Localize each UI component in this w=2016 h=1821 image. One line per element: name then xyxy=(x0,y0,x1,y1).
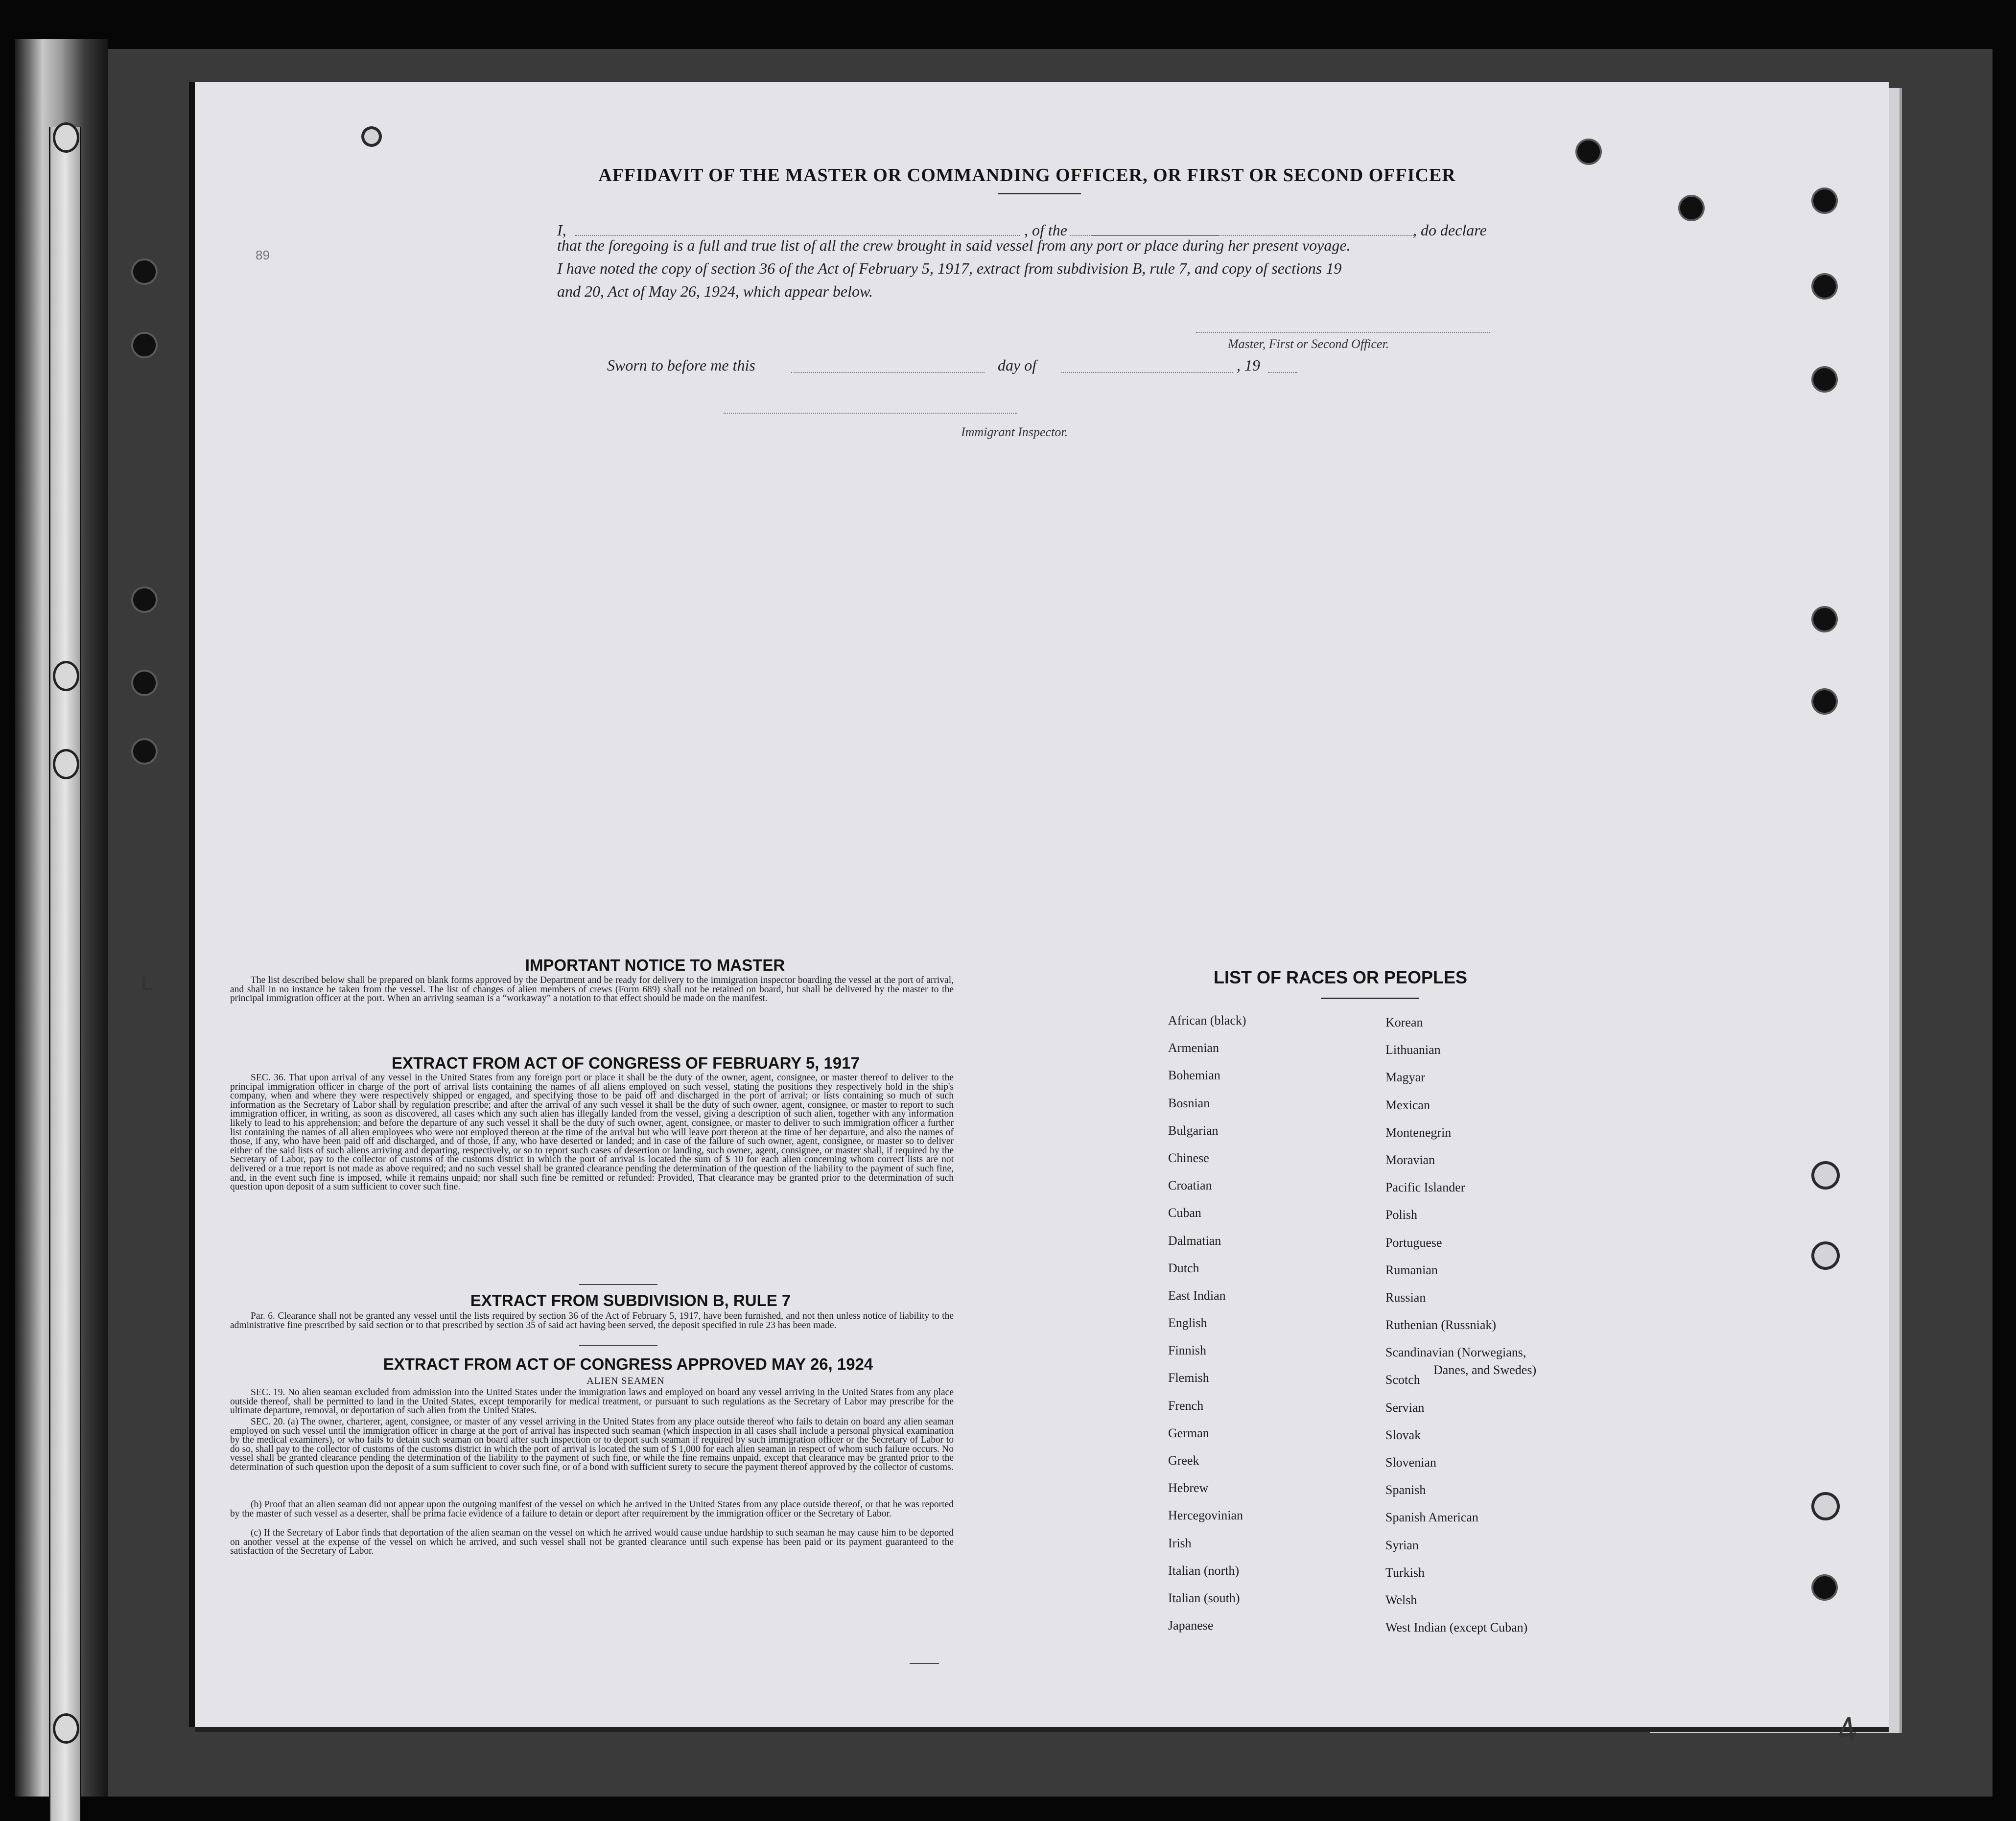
punch-hole xyxy=(131,738,158,765)
race-item: Servian xyxy=(1385,1400,1425,1415)
affidavit-title: AFFIDAVIT OF THE MASTER OR COMMANDING OFFICER, OR FIRST OR SECOND OFFICER xyxy=(598,165,1456,186)
extract-1917-body: SEC. 36. That upon arrival of any vessel in the United States from any foreign port or place it shall be the duty of the owner, agent, consignee, or master thereof to deliver to the principal immigration officer in charge of the port of arrival lists containing the names of all aliens employed on such vessel, stating the positions they respectively hold in the ship's company, when and where they were respectively shipped or engaged, and specifying those to be paid off and discharged in the port of arrival; or lists containing so much of such information as the Secretary of Labor shall by regulation prescribe; and after the arrival of any such vessel it shall be the duty of such owner, agent, consignee, or master to report to such immigration officer, in writing, as soon as discovered, all cases which any such alien has illegally landed from the vessel, giving a description of such alien, together with any information likely to lead to his apprehension; and before the departure of any such vessel it shall be the duty of such owner, agent, consignee, or master to deliver to such immigration officer a further list containing the names of all alien employees who were not employed thereon at the time of the arrival but who will leave port thereon at the time of her departure, and also the names of those, if any, who have been paid off and discharged, and of those, if any, who have deserted or landed; and in case of the failure of such owner, agent, consignee, or master so to deliver either of the said lists of such aliens arriving and departing, respectively, or so to report such cases of desertion or landing, such owner, agent, consignee, or master shall, if required by the Secretary of Labor, pay to the collector of customs of the customs district in which the port of arrival is located the sum of $ 10 for each alien concerning whom correct lists are not delivered or a true report is not made as above required; and no such vessel shall be granted clearance pending the determination of the question of the liability to the payment of such fine, and, in the event such fine is imposed, while it remains unpaid; nor shall such fine be remitted or refunded: Provided, That clearance may be granted prior to the determination of such question upon deposit of a sum sufficient to cover such fine. xyxy=(230,1073,954,1192)
race-item: Hercegovinian xyxy=(1168,1508,1243,1523)
divider xyxy=(579,1345,657,1346)
race-item: Moravian xyxy=(1385,1152,1435,1167)
race-item: Slovak xyxy=(1385,1427,1421,1442)
binder-ring xyxy=(53,749,79,779)
sworn-month-line[interactable] xyxy=(1061,372,1233,373)
divider xyxy=(998,193,1081,194)
race-item: Rumanian xyxy=(1385,1262,1438,1277)
race-item: Irish xyxy=(1168,1536,1192,1550)
race-item: East Indian xyxy=(1168,1288,1226,1303)
divider xyxy=(1321,998,1419,999)
inspector-caption: Immigrant Inspector. xyxy=(961,425,1068,439)
race-item: Flemish xyxy=(1168,1371,1209,1385)
sec19-body: SEC. 19. No alien seaman excluded from admission into the United States under the immigration laws and employed on board any vessel arriving in the United States from any place outside thereof, shall be permitted to land in the United States, except temporarily for medical treatment, or pursuant to such regulations as the Secretary of Labor may prescribe for the ultimate departure, removal, or deportation of such alien from the United States. xyxy=(230,1387,954,1416)
punch-hole xyxy=(1811,1161,1840,1190)
punch-hole xyxy=(1811,606,1838,632)
race-item: Dutch xyxy=(1168,1261,1199,1275)
races-title: LIST OF RACES OR PEOPLES xyxy=(1213,967,1468,987)
sworn-text: Sworn to before me this xyxy=(607,356,755,374)
extract-rule7-title: EXTRACT FROM SUBDIVISION B, RULE 7 xyxy=(470,1291,791,1309)
punch-hole xyxy=(131,586,158,613)
binder-ring xyxy=(53,122,79,153)
race-item: Ruthenian (Russniak) xyxy=(1385,1318,1497,1332)
affidavit-body: that the foregoing is a full and true list of all the crew brought in said vessel from any port or place during her present voyage. I have noted the copy of section 36 of the Act of February 5, 1917, extract from subdivision B, rule 7, and copy of sections 19 and 20, Act of May 26, 1924, which appear below. xyxy=(557,236,1351,300)
race-item: Chinese xyxy=(1168,1150,1209,1165)
binder-strip xyxy=(49,127,81,1821)
race-item: Scotch xyxy=(1385,1373,1420,1387)
race-item: Lithuanian xyxy=(1385,1043,1441,1057)
race-item: Armenian xyxy=(1168,1041,1219,1055)
extract-1917-title: EXTRACT FROM ACT OF CONGRESS OF FEBRUARY 5, 1917 xyxy=(392,1054,860,1072)
races-left-column xyxy=(1168,1013,1246,1646)
document-page xyxy=(141,82,1889,1750)
day-of-text: day of xyxy=(998,356,1037,374)
punch-hole xyxy=(1811,366,1838,393)
race-item: Magyar xyxy=(1385,1070,1425,1085)
race-item: Spanish American xyxy=(1385,1510,1478,1525)
race-item: Italian (north) xyxy=(1168,1563,1240,1578)
race-item: Portuguese xyxy=(1385,1235,1442,1250)
sworn-year-line[interactable] xyxy=(1268,372,1297,373)
race-item: German xyxy=(1168,1425,1209,1440)
punch-hole xyxy=(131,258,158,285)
race-item: Croatian xyxy=(1168,1178,1212,1193)
race-item: Scandinavian (Norwegians, xyxy=(1385,1345,1526,1360)
affidavit-declare: , do declare xyxy=(1413,221,1487,239)
affidavit-i: I, xyxy=(557,221,566,239)
punch-hole xyxy=(1811,187,1838,214)
punch-hole xyxy=(1678,195,1705,221)
divider xyxy=(910,1663,939,1664)
punch-hole xyxy=(1811,273,1838,300)
race-item: Russian xyxy=(1385,1290,1426,1305)
race-item: Polish xyxy=(1385,1208,1418,1222)
race-item: Turkish xyxy=(1385,1565,1425,1580)
race-item: Welsh xyxy=(1385,1592,1417,1607)
race-item: Syrian xyxy=(1385,1538,1419,1552)
race-item: Mexican xyxy=(1385,1097,1430,1112)
sec20b-body: (b) Proof that an alien seaman did not appear upon the outgoing manifest of the vessel on which he arrived in the United States from any place outside thereof, or that he was reported by the master of such vessel as a deserter, shall be prima facie evidence of a failure to detain or deport after requirement by the immigration officer or the Secretary of Labor. xyxy=(230,1499,954,1519)
punch-hole xyxy=(1811,1492,1840,1520)
race-item: Greek xyxy=(1168,1453,1199,1468)
year-prefix: , 19 xyxy=(1237,356,1260,374)
binder-ring xyxy=(53,661,79,691)
race-item: Dalmatian xyxy=(1168,1233,1221,1248)
race-item-continued: Danes, and Swedes) xyxy=(1433,1363,1537,1377)
sec20a-body: SEC. 20. (a) The owner, charterer, agent, consignee, or master of any vessel arriving in the United States from any place outside thereof who fails to detain on board any alien seaman employed on such vessel until the immigration officer in charge at the port of arrival has inspected such seaman (which inspection in all cases shall include a personal physical examination by the medical examiners), or who fails to detain such seaman on board after such inspection or to deport such seaman if required by such immigration officer or the Secretary of Labor to do so, shall pay to the collector of customs of the customs district in which the port of arrival is located the sum of $ 1,000 for each alien seaman in respect of whom such failure occurs. No vessel shall be granted clearance pending the determination of the liability to the payment of such fine, or while the fine remains unpaid, except that clearance may be granted prior to the determination of such question upon the deposit of a sum sufficient to cover such fine, or of a bond with sufficient surety to secure the payment thereof approved by the collector of customs. xyxy=(230,1417,954,1472)
master-caption: Master, First or Second Officer. xyxy=(1228,337,1389,351)
sworn-day-line[interactable] xyxy=(791,372,985,373)
race-item: English xyxy=(1168,1316,1207,1331)
punch-hole xyxy=(1811,1574,1838,1601)
page-mark: 89 xyxy=(256,248,270,262)
race-item: Korean xyxy=(1385,1015,1423,1029)
races-right-column xyxy=(1385,1015,1527,1648)
race-item: Montenegrin xyxy=(1385,1125,1452,1140)
master-signature-line[interactable] xyxy=(1196,332,1490,333)
race-item: Italian (south) xyxy=(1168,1590,1240,1605)
notice-title: IMPORTANT NOTICE TO MASTER xyxy=(525,956,785,974)
notice-body: The list described below shall be prepared on blank forms approved by the Department and be ready for delivery to the immigration inspector boarding the vessel at the port of arrival, and shall in no instance be taken from the vessel. The list of changes of alien members of crews (Form 689) shall not be retained on board, but shall be delivered by the master to the principal immigration officer at the port. When an arriving seaman is a “workaway” a notation to that effect should be made on the manifest. xyxy=(230,975,954,1004)
race-item: Cuban xyxy=(1168,1206,1201,1220)
extract-1924-title: EXTRACT FROM ACT OF CONGRESS APPROVED MAY 26, 1924 xyxy=(383,1355,873,1373)
extract-rule7-body: Par. 6. Clearance shall not be granted any vessel until the lists required by section 36 of the Act of February 5, 1917, have been furnished, and not then unless notice of liability to the administrative fine prescribed by said section or to that prescribed by section 35 of said act having been served, the deposit specified in rule 23 has been made. xyxy=(230,1311,954,1331)
race-item: Hebrew xyxy=(1168,1481,1209,1495)
margin-mark: L xyxy=(141,971,153,995)
punch-hole xyxy=(1811,1241,1840,1270)
binder-ring xyxy=(53,1713,79,1744)
corner-mark: 4 xyxy=(1834,1709,1859,1750)
binder-spine xyxy=(15,39,108,1797)
race-item: Japanese xyxy=(1168,1618,1214,1633)
race-item: West Indian (except Cuban) xyxy=(1385,1620,1528,1635)
race-item: Finnish xyxy=(1168,1343,1207,1358)
race-item: Bulgarian xyxy=(1168,1123,1219,1138)
race-item: African (black) xyxy=(1168,1013,1246,1027)
punch-hole xyxy=(131,670,158,696)
affidavit-of-the: , of the xyxy=(1021,221,1070,239)
punch-hole xyxy=(361,126,382,147)
race-item: French xyxy=(1168,1398,1204,1413)
race-item: Spanish xyxy=(1385,1483,1426,1497)
race-item: Bohemian xyxy=(1168,1068,1220,1083)
punch-hole xyxy=(1811,688,1838,715)
race-item: Slovenian xyxy=(1385,1455,1436,1470)
punch-hole xyxy=(131,332,158,358)
race-item: Pacific Islander xyxy=(1385,1180,1465,1195)
divider xyxy=(579,1284,657,1285)
sec20c-body: (c) If the Secretary of Labor finds that deportation of the alien seaman on the vessel on which he arrived would cause undue hardship to such seaman he may cause him to be deported on another vessel at the expense of the vessel on which he arrived, and such vessel shall not be granted clearance until such expense has been paid or its payment guaranteed to the satisfaction of the Secretary of Labor. xyxy=(230,1528,954,1557)
inspector-signature-line[interactable] xyxy=(724,413,1017,414)
punch-hole xyxy=(1575,139,1602,165)
extract-1924-subtitle: ALIEN SEAMEN xyxy=(586,1376,665,1386)
race-item: Bosnian xyxy=(1168,1096,1210,1110)
